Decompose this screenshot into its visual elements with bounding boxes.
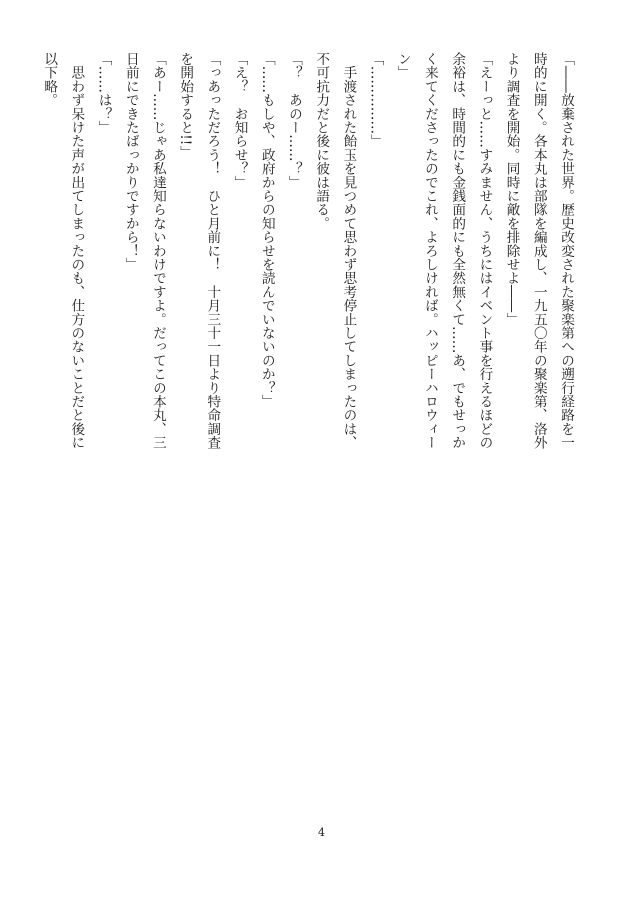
paragraph-narration: 思わず呆けた声が出てしまったのも、仕方のないことだと後に以下略。: [41, 52, 85, 450]
paragraph-dialogue: 「……もしや、政府からの知らせを読んでいないのか？」: [258, 52, 275, 409]
paragraph-dialogue: 「あー……じゃあ私達知らないわけですよ。だってこの本丸、三日前にできたばっかりですから！」: [122, 52, 166, 450]
paragraph-narration: 手渡された飴玉を見つめて思わず思考停止してしまったのは、不可抗力だと後に彼は語る。: [313, 52, 357, 450]
page-number: 4: [318, 826, 325, 839]
body-text-vertical: [41, 52, 579, 452]
paragraph-dialogue: 「っあっただろう！ ひと月前に！ 十月三十一日より特命調査を開始すると!!」: [177, 52, 221, 450]
paragraph-dialogue: 「――放棄された世界。歴史改変された聚楽第への遡行経路を一時的に開く。各本丸は部隊を編成し、一九五〇年の聚楽第、洛外より調査を開始。同時に敵を排除せよ――」: [503, 52, 574, 450]
paragraph-dialogue: 「……は？」: [95, 52, 112, 135]
paragraph-dialogue: 「？ あのー……？」: [285, 52, 302, 189]
paragraph-dialogue: 「……………」: [367, 52, 384, 148]
paragraph-dialogue: 「えーっと……すみません、うちにはイベント事を行えるほどの余裕は、時間的にも金銭面的にも全然無くて……あ、でもせっかく来てくださったのでこれ、よろしければ。ハッピーハロウィーン」: [394, 52, 493, 450]
paragraph-dialogue: 「え？ お知らせ？」: [231, 52, 248, 189]
